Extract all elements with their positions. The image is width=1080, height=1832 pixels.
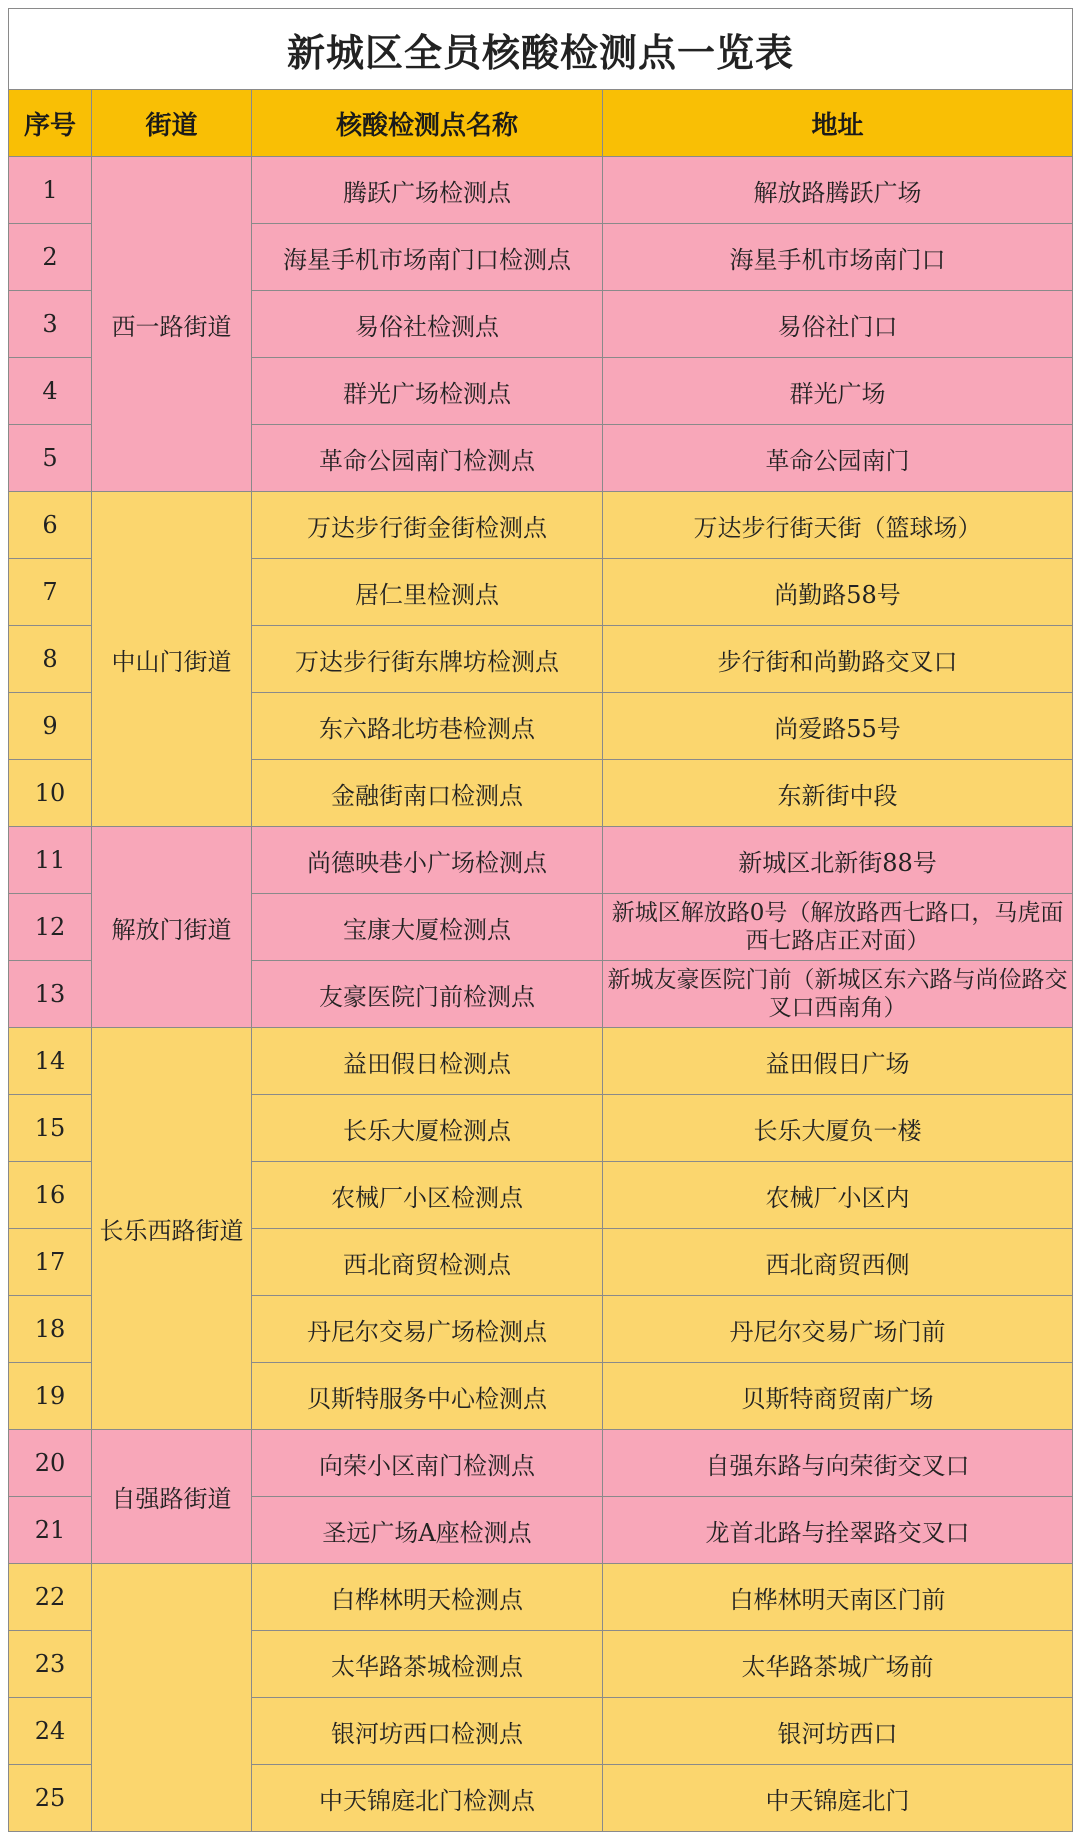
row-number: 5	[9, 425, 92, 492]
testing-sites-table	[8, 8, 1073, 1832]
site-address: 步行街和尚勤路交叉口	[603, 626, 1073, 693]
header-row	[9, 90, 1073, 157]
row-number: 2	[9, 224, 92, 291]
site-address: 东新街中段	[603, 760, 1073, 827]
site-address: 银河坊西口	[603, 1698, 1073, 1765]
site-address: 海星手机市场南门口	[603, 224, 1073, 291]
site-address: 新城友豪医院门前（新城区东六路与尚俭路交叉口西南角）	[603, 961, 1073, 1028]
street-cell: 中山门街道	[92, 492, 252, 827]
site-address: 解放路腾跃广场	[603, 157, 1073, 224]
site-name: 宝康大厦检测点	[252, 894, 603, 961]
site-name: 腾跃广场检测点	[252, 157, 603, 224]
site-name: 圣远广场A座检测点	[252, 1497, 603, 1564]
site-name: 友豪医院门前检测点	[252, 961, 603, 1028]
site-name: 长乐大厦检测点	[252, 1095, 603, 1162]
site-name: 尚德映巷小广场检测点	[252, 827, 603, 894]
row-number: 21	[9, 1497, 92, 1564]
site-address: 万达步行街天街（篮球场）	[603, 492, 1073, 559]
street-cell	[92, 1564, 252, 1832]
table-row	[9, 1564, 1073, 1631]
row-number: 7	[9, 559, 92, 626]
row-number: 24	[9, 1698, 92, 1765]
site-name: 东六路北坊巷检测点	[252, 693, 603, 760]
street-cell: 西一路街道	[92, 157, 252, 492]
row-number: 17	[9, 1229, 92, 1296]
site-address: 长乐大厦负一楼	[603, 1095, 1073, 1162]
site-name: 万达步行街金街检测点	[252, 492, 603, 559]
title-row	[9, 9, 1073, 90]
site-address: 农械厂小区内	[603, 1162, 1073, 1229]
row-number: 9	[9, 693, 92, 760]
street-cell: 长乐西路街道	[92, 1028, 252, 1430]
site-name: 易俗社检测点	[252, 291, 603, 358]
street-cell: 自强路街道	[92, 1430, 252, 1564]
row-number: 20	[9, 1430, 92, 1497]
row-number: 10	[9, 760, 92, 827]
site-address: 白桦林明天南区门前	[603, 1564, 1073, 1631]
site-name: 万达步行街东牌坊检测点	[252, 626, 603, 693]
row-number: 16	[9, 1162, 92, 1229]
street-cell: 解放门街道	[92, 827, 252, 1028]
site-address: 益田假日广场	[603, 1028, 1073, 1095]
site-address: 易俗社门口	[603, 291, 1073, 358]
row-number: 22	[9, 1564, 92, 1631]
site-name: 向荣小区南门检测点	[252, 1430, 603, 1497]
site-name: 贝斯特服务中心检测点	[252, 1363, 603, 1430]
table-row	[9, 492, 1073, 559]
site-address: 丹尼尔交易广场门前	[603, 1296, 1073, 1363]
table-row	[9, 157, 1073, 224]
table-row	[9, 1430, 1073, 1497]
site-address: 贝斯特商贸南广场	[603, 1363, 1073, 1430]
row-number: 3	[9, 291, 92, 358]
site-address: 自强东路与向荣街交叉口	[603, 1430, 1073, 1497]
site-name: 益田假日检测点	[252, 1028, 603, 1095]
site-address: 新城区北新街88号	[603, 827, 1073, 894]
row-number: 1	[9, 157, 92, 224]
row-number: 6	[9, 492, 92, 559]
site-address: 尚勤路58号	[603, 559, 1073, 626]
site-address: 群光广场	[603, 358, 1073, 425]
col-header-street: 街道	[92, 90, 252, 157]
site-name: 农械厂小区检测点	[252, 1162, 603, 1229]
table-row	[9, 1028, 1073, 1095]
site-name: 中天锦庭北门检测点	[252, 1765, 603, 1832]
row-number: 8	[9, 626, 92, 693]
site-address: 尚爱路55号	[603, 693, 1073, 760]
site-name: 金融街南口检测点	[252, 760, 603, 827]
site-name: 革命公园南门检测点	[252, 425, 603, 492]
site-name: 西北商贸检测点	[252, 1229, 603, 1296]
row-number: 15	[9, 1095, 92, 1162]
row-number: 11	[9, 827, 92, 894]
site-address: 太华路茶城广场前	[603, 1631, 1073, 1698]
site-name: 太华路茶城检测点	[252, 1631, 603, 1698]
col-header-site-name: 核酸检测点名称	[252, 90, 603, 157]
row-number: 23	[9, 1631, 92, 1698]
site-name: 群光广场检测点	[252, 358, 603, 425]
row-number: 13	[9, 961, 92, 1028]
site-name: 银河坊西口检测点	[252, 1698, 603, 1765]
row-number: 14	[9, 1028, 92, 1095]
row-number: 4	[9, 358, 92, 425]
col-header-address: 地址	[603, 90, 1073, 157]
row-number: 12	[9, 894, 92, 961]
site-address: 中天锦庭北门	[603, 1765, 1073, 1832]
site-name: 丹尼尔交易广场检测点	[252, 1296, 603, 1363]
col-header-number: 序号	[9, 90, 92, 157]
site-address: 西北商贸西侧	[603, 1229, 1073, 1296]
row-number: 25	[9, 1765, 92, 1832]
page-title: 新城区全员核酸检测点一览表	[9, 9, 1073, 90]
site-address: 龙首北路与拴翠路交叉口	[603, 1497, 1073, 1564]
site-name: 居仁里检测点	[252, 559, 603, 626]
site-address: 革命公园南门	[603, 425, 1073, 492]
site-name: 白桦林明天检测点	[252, 1564, 603, 1631]
table-row	[9, 827, 1073, 894]
site-name: 海星手机市场南门口检测点	[252, 224, 603, 291]
row-number: 19	[9, 1363, 92, 1430]
site-address: 新城区解放路0号（解放路西七路口，马虎面西七路店正对面）	[603, 894, 1073, 961]
row-number: 18	[9, 1296, 92, 1363]
